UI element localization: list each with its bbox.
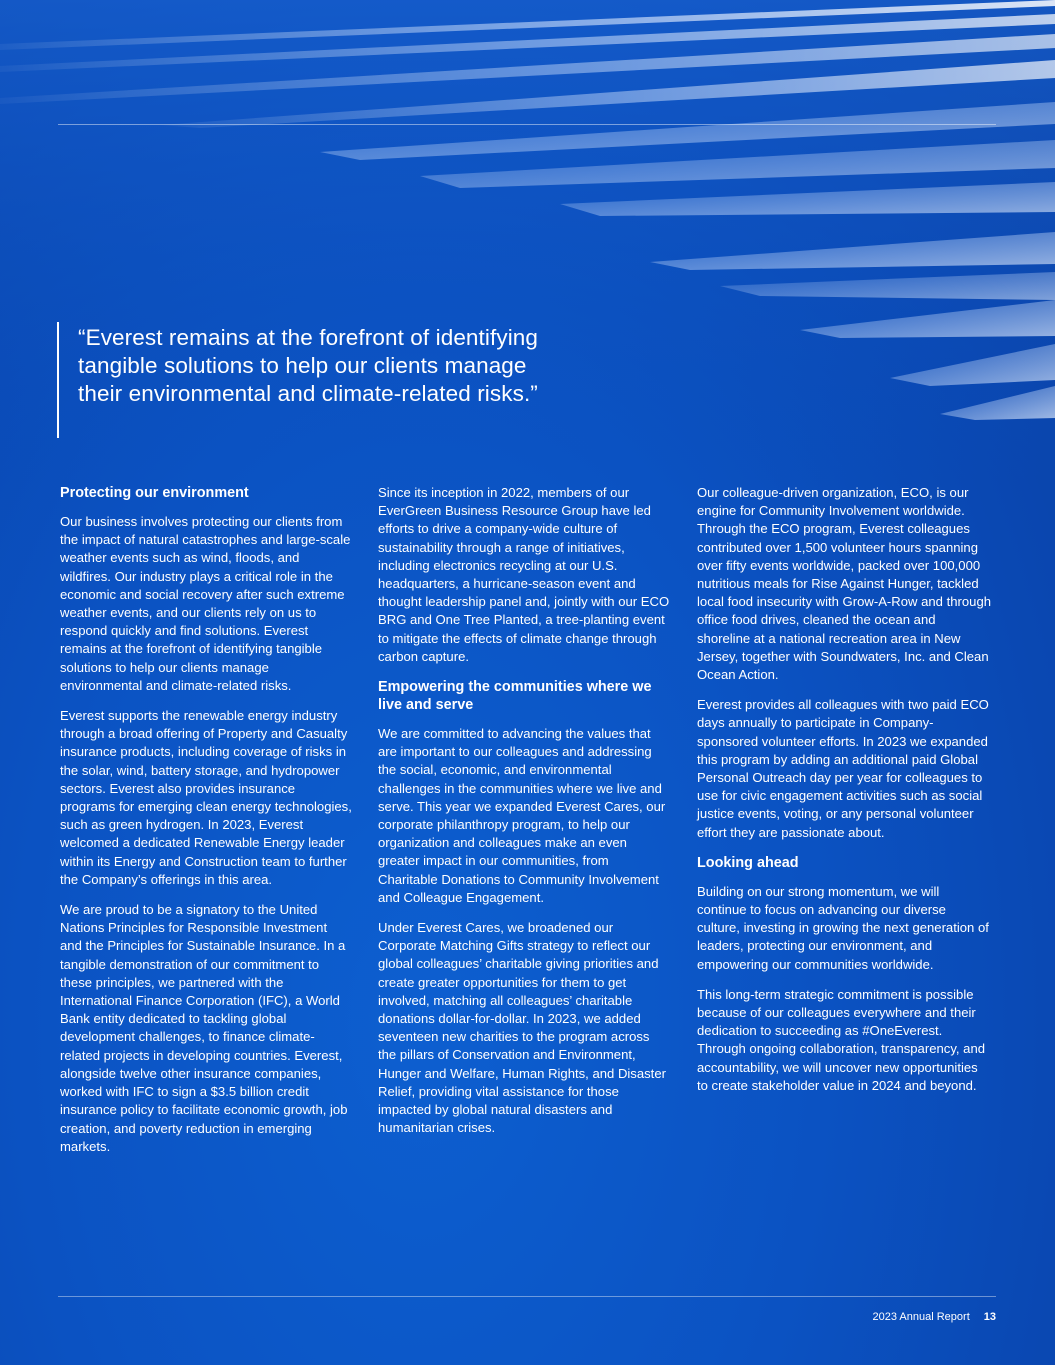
paragraph: This long-term strategic commitment is possible because of our colleagues everywhere and their dedication to succeeding as #OneEverest. Through ongoing collaboration, transparency, and accountability, we will uncover new opportunities to create stakeholder value in 2024 and beyond. [697, 986, 986, 1093]
paragraph: We are committed to advancing the values that are important to our colleagues and addressing the social, economic, and environmental challenges in the communities where we live and serve. This year we expanded Everest Cares, our corporate philanthropy program, to help our organization and colleagues make an even greater impact in our communities, from Charitable Donations to Community Involvement and Colleague Engagement. [378, 726, 666, 905]
paragraph: We are proud to be a signatory to the United Nations Principles for Responsible Investment and the Principles for Sustainable Insurance. In a tangible demonstration of our commitment to these principles, we partnered with the International Finance Corporation (IFC), a World Bank entity dedicated to tackling global development challenges, to finance climate-related projects in developing countries. Everest, alongside twelve other insurance companies, worked with IFC to sign a $3.5 billion credit insurance policy to facilitate economic growth, job creation, and poverty reduction in emerging markets. [60, 902, 348, 1154]
top-divider [58, 124, 996, 125]
section-heading-looking-ahead: Looking ahead [697, 854, 799, 871]
paragraph: Everest provides all colleagues with two paid ECO days annually to participate in Company-sponsored volunteer efforts. In 2023 we expanded this program by adding an additional paid Global Personal Outreach day per year for colleagues to use for civic engagement activities such as social justice events, voting, or any personal volunteer effort they are passionate about. [697, 697, 989, 840]
column-1 [60, 484, 352, 1168]
page-footer [873, 1310, 997, 1324]
paragraph: Our colleague-driven organization, ECO, is our engine for Community Involvement worldwide. Through the ECO program, Everest colleagues contributed over 1,500 volunteer hours spanning over fifty events worldwide, packed over 100,000 nutritious meals for Rise Against Hunger, tackled local food insecurity with Grow-A-Row and through office food drives, cleaned the ocean and shoreline at a national recreation area in New Jersey, together with Soundwaters, Inc. and Clean Ocean Action. [697, 485, 992, 683]
bottom-divider [58, 1296, 996, 1297]
quote-accent-bar [57, 322, 59, 438]
page-number: 13 [983, 1311, 996, 1323]
paragraph: Our business involves protecting our clients from the impact of natural catastrophes and large-scale weather events such as wind, floods, and wildfires. Our industry plays a critical role in the economic and social recovery after such extreme weather events, and our clients rely on us to respond quickly and find solutions. Everest remains at the forefront of identifying tangible solutions to help our clients manage environmental and climate-related risks. [60, 514, 351, 693]
paragraph: Building on our strong momentum, we will continue to focus on advancing our diverse culture, investing in growing the next generation of leaders, protecting our environment, and empowering our communities worldwide. [697, 883, 989, 972]
paragraph: Everest supports the renewable energy industry through a broad offering of Property and Casualty insurance products, including coverage of risks in the solar, wind, battery storage, and hydropower sectors. Everest also provides insurance programs for emerging clean energy technologies, such as green hydrogen. In 2023, Everest welcomed a dedicated Renewable Energy leader within its Energy and Construction team to further the Company’s offerings in this area. [60, 708, 352, 887]
section-heading-empowering-communities: Empowering the communities where we live and serve [378, 679, 652, 714]
column-3 [697, 484, 991, 1107]
report-title: 2023 Annual Report [872, 1311, 970, 1323]
section-heading-protecting-environment: Protecting our environment [60, 485, 249, 501]
pull-quote: “Everest remains at the forefront of identifying tangible solutions to help our clients manage their environmental and climate-related risks.” [78, 325, 539, 406]
background-stripes-art [0, 0, 1055, 480]
paragraph: Since its inception in 2022, members of our EverGreen Business Resource Group have led efforts to drive a company-wide culture of sustainability through a range of initiatives, including electronics recycling at our U.S. headquarters, a hurricane-season event and thought leadership panel and, jointly with our ECO BRG and One Tree Planted, a tree-planting event to mitigate the effects of climate change through carbon capture. [378, 485, 670, 664]
column-2 [378, 484, 670, 1150]
paragraph: Under Everest Cares, we broadened our Corporate Matching Gifts strategy to reflect our global colleagues’ charitable giving priorities and create greater opportunities for them to get involved, matching all colleagues’ charitable donations dollar-for-dollar. In 2023, we added seventeen new charities to the program across the pillars of Conservation and Environment, Hunger and Welfare, Human Rights, and Disaster Relief, providing vital assistance for those impacted by global natural disasters and humanitarian crises. [378, 920, 666, 1136]
